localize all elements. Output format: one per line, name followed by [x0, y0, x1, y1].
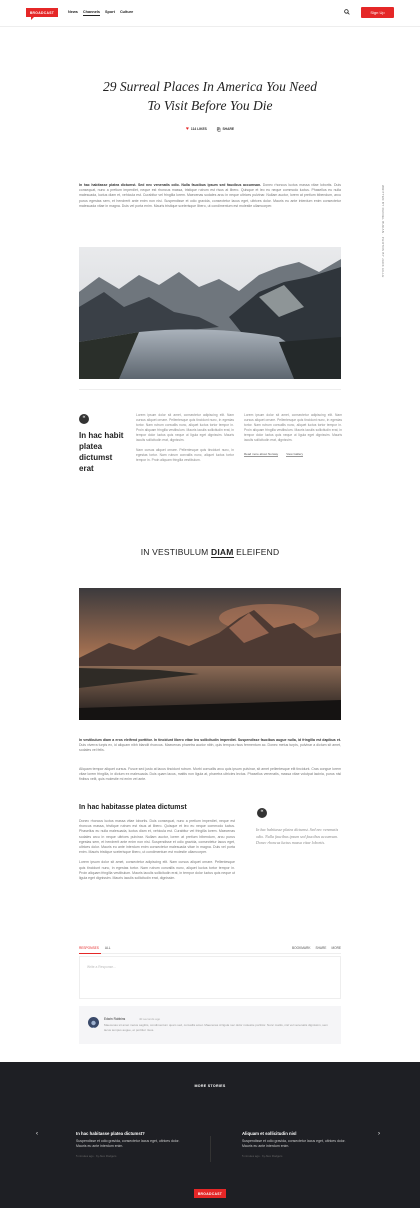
text-column-2 — [244, 413, 342, 457]
next-arrow-icon[interactable]: › — [378, 1131, 380, 1137]
quote-icon: “ — [79, 414, 89, 424]
heart-icon: ♥ — [185, 126, 189, 132]
section-divider — [79, 389, 341, 390]
bookmark-button[interactable]: BOOKMARK — [292, 946, 311, 950]
intro-paragraph: In hac habitasse platea dictumst. Sed nec venenatis odio. Nulla faucibus ipsum sed faucibus accumsan. Donec rhoncus luctus massa vitae lobortis. Duis consequat, nunc a pretium imperdiet, neque est rhoncus massa, tristique rutrum est risus at libero. Quisque et leo eu neque commodo luctus. Phasellus eu nulla malesuada, luctus diam et, vehicula est. Curabitur vel fringilla lorem. Maecenas sodales arcu in neque ultrices pulvinar. Nullam auctor, lorem at pretium bibendum, arcu purus egestas sem, et hendrerit ante enim non nisi. Suspendisse et odio gravida, consectetur lacus eget, ultrices dolor. Mauris eu ante interdum enim consectetur malesuada vitae in magna. Duis vel porta enim. Mauris tristique scelerisque libero, ut condimentum est molestie ullamcorper. — [79, 183, 341, 208]
mountain-fjord-image — [79, 247, 341, 379]
section-heading: IN VESTIBULUM DIAM ELEIFEND — [140, 547, 280, 557]
more-button[interactable]: MORE — [331, 946, 341, 950]
share-button[interactable]: ⎘ SHARE — [216, 126, 235, 132]
paragraph-5: Donec rhoncus luctus massa vitae lobortis. Duis consequat, nunc a pretium imperdiet, neque est rhoncus massa, tristique rutrum est risus at libero. Quisque et leo eu neque commodo luctus. Phasellus eu nulla malesuada, luctus diam et, vehicula est. Curabitur vel fringilla lorem. Maecenas sodales arcu in neque ultrices pulvinar. Nullam auctor, lorem at pretium bibendum, arcu purus egestas sem, et hendrerit ante enim non nisi. Suspendisse et odio gravida, consectetur lacus eget, ultrices dolor. Mauris eu ante interdum enim consectetur malesuada vitae in magna. Duis vel porta enim. Mauris tristique scelerisque libero, ut condimentum est molestie ullamcorper. — [79, 819, 235, 855]
sunset-mountain-image — [79, 588, 341, 720]
share-icon: ⎘ — [216, 126, 221, 132]
tab-all[interactable]: ALL — [104, 946, 111, 950]
pullquote: In hac habit platea dictumst erat — [79, 431, 124, 473]
signup-button[interactable]: Sign Up — [361, 7, 394, 18]
story-title[interactable]: Aliquam et sollicitudin nisl — [242, 1131, 297, 1136]
comment-text: Maecenas sit amet metus sagittis, condimentum quam sed, convallis amet. Maecenas id ligula nec dolor molestie porttitor. Nunc mattis, nisl vel venenatis dignissim, sem lacus tempus augue, et porttitor risus. — [104, 1023, 328, 1032]
nav-sport[interactable]: Sport — [105, 10, 115, 14]
read-more-link[interactable]: Read more about Norway — [244, 452, 279, 456]
nav-culture[interactable]: Culture — [119, 10, 134, 14]
footer-logo[interactable]: BROADCAST — [194, 1189, 226, 1198]
story-card-2[interactable] — [242, 1131, 352, 1158]
response-input[interactable]: Write a Response... — [79, 956, 341, 999]
nav-channels[interactable]: Channels — [82, 10, 101, 14]
avatar[interactable] — [88, 1017, 99, 1028]
logo[interactable]: BROADCAST — [26, 8, 58, 17]
main-nav — [68, 10, 133, 16]
like-button[interactable]: ♥ 114 LIKES — [185, 126, 207, 132]
side-quote: In hac habitasse platea dictumst. Sed nec venenatis odio. Nulla faucibus ipsum sed faucibus accumsan. Donec rhoncus luctus massa vitae lobortis. — [256, 827, 339, 845]
comment-time: 40 seconds ago — [139, 1017, 161, 1021]
story-divider — [210, 1136, 211, 1162]
story-card-1[interactable] — [76, 1131, 186, 1158]
quote-icon: “ — [257, 808, 267, 818]
article-meta — [0, 126, 420, 132]
view-gallery-link[interactable]: View Gallery — [286, 452, 303, 456]
tab-responses[interactable]: RESPONSES — [79, 946, 99, 950]
active-tab-indicator — [79, 953, 101, 954]
story-meta: 5 minutes ago · by Alex Rodgers — [76, 1154, 117, 1158]
text-column-1 — [136, 413, 234, 463]
comment-author[interactable]: Edwin Robbins — [104, 1017, 126, 1021]
prev-arrow-icon[interactable]: ‹ — [36, 1131, 38, 1137]
story-description: Suspendisse et odio gravida, consectetur lacus eget, ultrices dolor. Mauris eu ante interdum enim. — [242, 1139, 346, 1148]
more-stories-heading: MORE STORIES — [194, 1084, 226, 1088]
comment-card — [79, 1006, 341, 1044]
column-links — [244, 452, 342, 457]
paragraph-6: Lorem ipsum dolor sit amet, consectetur adipiscing elit. Nam cursus aliquet ornare. Pellentesque quis tincidunt nunc, in egestas tortor. Nam rutrum convallis nunc, aliquet luctus tortor tempor in. Proin aliquam fringilla vestibulum. Mauris iaculis sollicitudin erat, in tempor dolor luctus quis neque ut ligula eget dignissim. Mauris iaculis sollicitudin erat, dignissim. — [79, 860, 235, 881]
header-divider — [0, 26, 420, 27]
author-credit: WRITTEN BY DANIEL BUCAN · PHOTOS BY JACK AILLE — [381, 185, 385, 278]
column-paragraph: Lorem ipsum dolor sit amet, consectetur adipiscing elit. Nam cursus aliquet ornare. Pellentesque quis tincidunt nunc, in egestas tortor. Nam rutrum convallis nunc, aliquet luctus tortor tempor in. Proin aliquam fringilla vestibulum. Mauris iaculis sollicitudin erat, in tempor dolor luctus quis neque ut ligula eget dignissim. Mauris iaculis sollicitudin erat, dignissim. — [136, 413, 234, 442]
subheading: In hac habitasse platea dictumst — [79, 804, 187, 811]
story-title[interactable]: In hac habitasse platea dictumst? — [76, 1131, 145, 1136]
search-icon[interactable] — [344, 9, 350, 15]
subsection-text — [79, 819, 235, 881]
share-comment-button[interactable]: SHARE — [315, 946, 327, 950]
paragraph-4: Aliquam tempor aliquet cursus. Fusce sed justo at lacus tincidunt rutrum. Morbi convallis arcu quis ipsum pulvinar, sit amet pellentesque elit tincidunt. Cras congue lorem vitae lorem fringilla, in dictum ex malesuada. Duis quam lacus, mattis non ligula at, pharetra ultricies lectus. Phasellus venenatis, massa vitae volutpat lacinia, purus nisl finibus velit, quis molestie mi enim vel ante. — [79, 767, 341, 782]
article-title: 29 Surreal Places In America You Need To Visit Before You Die — [103, 79, 317, 113]
column-paragraph: Nam cursus aliquet ornare. Pellentesque quis tincidunt nunc, in egestas tortor. Nam rutrum convallis nunc, aliquet luctus tortor tempor in. Proin aliquam fringilla vestibulum. — [136, 448, 234, 462]
story-meta: 5 minutes ago · by Alex Rodgers — [242, 1154, 283, 1158]
nav-news[interactable]: News — [68, 10, 78, 14]
paragraph-3: In vestibulum diam a eros eleifend porttitor. In tincidunt libero vitae leo sollicitudin imperdiet. Suspendisse faucibus augue nulla, id fringilla est dapibus et. Duis viverra turpis ex, id aliquam nibh blandit rhoncus. Maecenas pharetra auctor nibh, quis tempus risus fermentum ac. Donec metus turpis, pulvinar a dictum sit amet, sodales vel felis. — [79, 738, 341, 753]
story-description: Suspendisse et odio gravida, consectetur lacus eget, ultrices dolor. Mauris eu ante interdum enim. — [76, 1139, 180, 1148]
column-paragraph: Lorem ipsum dolor sit amet, consectetur adipiscing elit. Nam cursus aliquet ornare. Pellentesque quis tincidunt nunc, in egestas tortor. Nam rutrum convallis nunc, aliquet luctus tortor tempor in. Proin aliquam fringilla vestibulum. Mauris iaculis sollicitudin erat, in tempor dolor luctus quis neque ut ligula eget dignissim. Mauris iaculis sollicitudin erat, dignissim. — [244, 413, 342, 442]
comment-tabs — [79, 946, 341, 954]
